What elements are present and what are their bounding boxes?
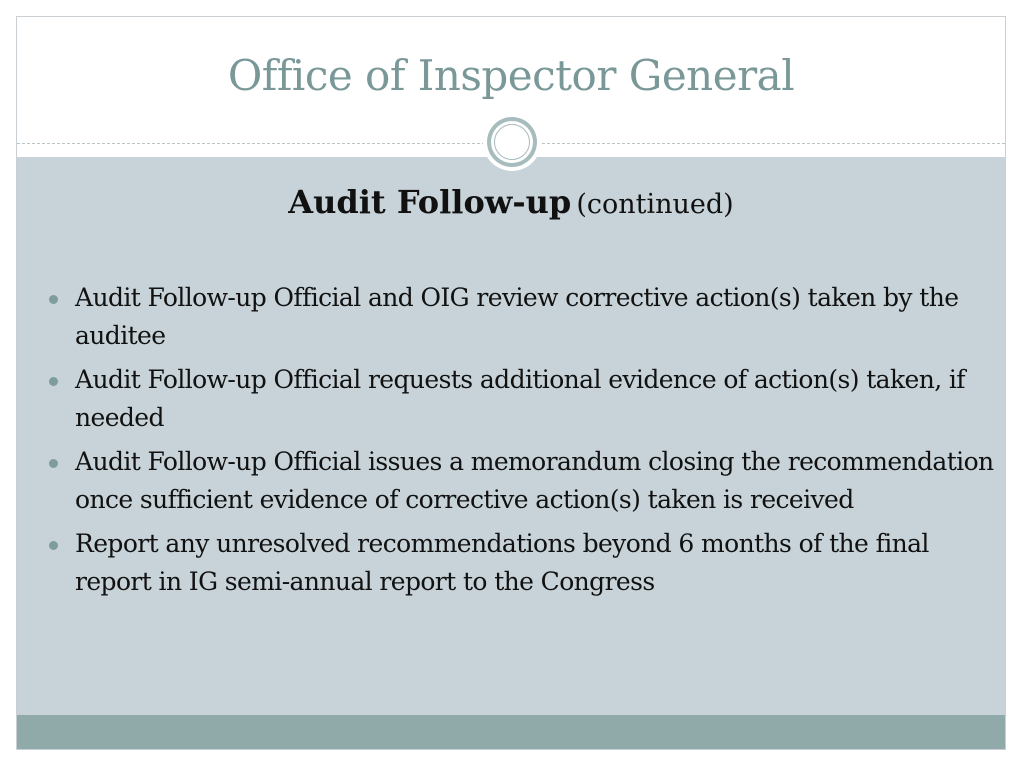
slide-subtitle bbox=[17, 183, 1005, 221]
slide bbox=[16, 16, 1006, 750]
list-item bbox=[45, 361, 995, 437]
bullet-text: Audit Follow-up Official issues a memorandum closing the recommendation once sufficient evidence of corrective action(s) taken is received bbox=[75, 447, 994, 514]
list-item bbox=[45, 279, 995, 355]
bullet-list bbox=[45, 279, 995, 607]
bullet-icon bbox=[49, 541, 58, 550]
bullet-icon bbox=[49, 459, 58, 468]
footer-bar bbox=[17, 715, 1005, 750]
list-item bbox=[45, 443, 995, 519]
bullet-icon bbox=[49, 377, 58, 386]
subtitle-main: Audit Follow-up bbox=[288, 183, 572, 221]
subtitle-extra: (continued) bbox=[576, 189, 734, 220]
bullet-text: Audit Follow-up Official requests additional evidence of action(s) taken, if needed bbox=[75, 365, 965, 432]
slide-title: Office of Inspector General bbox=[227, 51, 795, 100]
list-item bbox=[45, 525, 995, 601]
bullet-text: Audit Follow-up Official and OIG review corrective action(s) taken by the auditee bbox=[75, 283, 959, 350]
bullet-text: Report any unresolved recommendations beyond 6 months of the final report in IG semi-annual report to the Congress bbox=[75, 529, 929, 596]
bullet-icon bbox=[49, 295, 58, 304]
ring-ornament-icon bbox=[483, 113, 541, 171]
